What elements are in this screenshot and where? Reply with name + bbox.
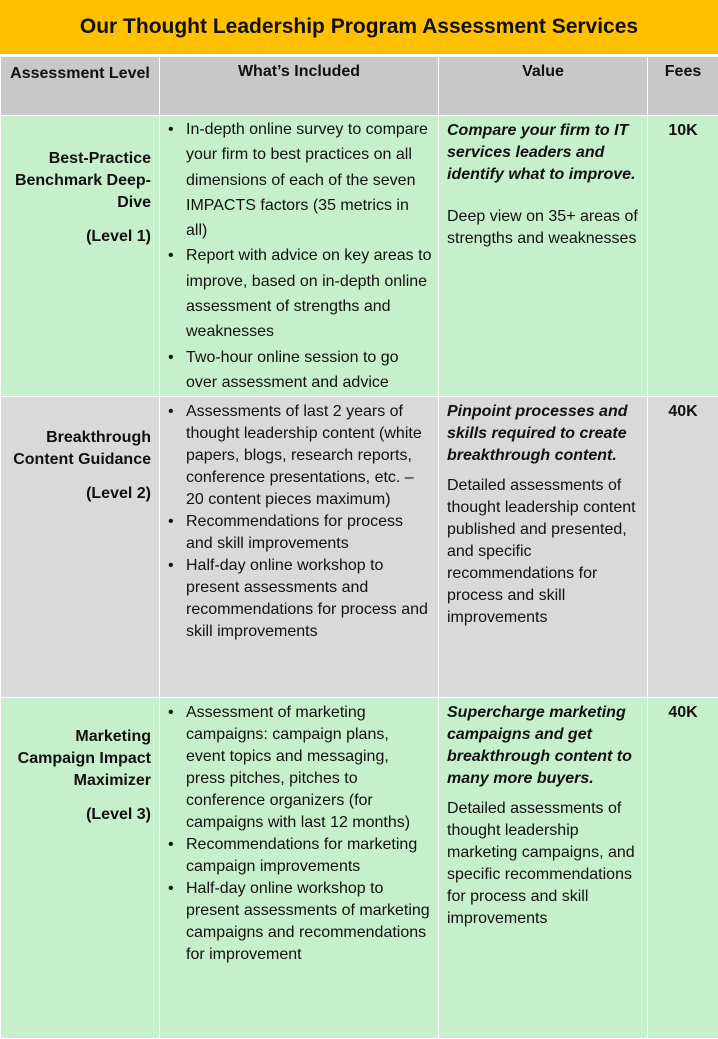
- level-number: (Level 1): [5, 226, 151, 248]
- header-whats-included: What’s Included: [160, 57, 439, 116]
- list-item: • Two-hour online session to go over assessment and advice: [186, 345, 432, 396]
- value-headline: Supercharge marketing campaigns and get breakthrough content to many more buyers.: [447, 702, 639, 790]
- list-item: • Assessments of last 2 years of thought leadership content (white papers, blogs, research reports, conference presentations, etc. – 20 content pieces maximum): [186, 401, 432, 511]
- level-cell: [1, 116, 160, 397]
- list-item: • Report with advice on key areas to improve, based on in-depth online assessment of strengths and weaknesses: [186, 243, 432, 344]
- header-assessment-level: Assessment Level: [1, 57, 160, 116]
- fee-value: 40K: [648, 698, 718, 1039]
- list-item: • Recommendations for process and skill improvements: [186, 511, 432, 555]
- header-row: [1, 57, 718, 116]
- level-number: (Level 2): [5, 483, 151, 505]
- value-description: Deep view on 35+ areas of strengths and weaknesses: [447, 206, 639, 250]
- services-table: [0, 56, 718, 1039]
- level-cell: [1, 698, 160, 1039]
- table-row: [1, 397, 718, 698]
- included-cell: [160, 698, 439, 1039]
- list-item: • Assessment of marketing campaigns: campaign plans, event topics and messaging, press pitches, pitches to conference organizers (for campaigns with last 12 months): [186, 702, 432, 834]
- level-cell: [1, 397, 160, 698]
- header-fees: Fees: [648, 57, 718, 116]
- included-list: [160, 116, 438, 395]
- value-headline: Pinpoint processes and skills required to create breakthrough content.: [447, 401, 639, 467]
- list-item: • In-depth online survey to compare your firm to best practices on all dimensions of each of the seven IMPACTS factors (35 metrics in all): [186, 117, 432, 243]
- included-list: [160, 698, 438, 966]
- list-item: • Recommendations for marketing campaign improvements: [186, 834, 432, 878]
- page-title: Our Thought Leadership Program Assessment Services: [0, 0, 718, 54]
- table-row: [1, 116, 718, 397]
- value-headline: Compare your firm to IT services leaders and identify what to improve.: [447, 120, 639, 186]
- value-description: Detailed assessments of thought leadership marketing campaigns, and specific recommendations for process and skill improvements: [447, 798, 639, 930]
- fee-value: 40K: [648, 397, 718, 698]
- value-description: Detailed assessments of thought leadership content published and presented, and specific recommendations for process and skill improvements: [447, 475, 639, 629]
- level-number: (Level 3): [5, 804, 151, 826]
- value-cell: [439, 698, 648, 1039]
- list-item: • Half-day online workshop to present assessments and recommendations for process and skill improvements: [186, 555, 432, 643]
- included-cell: [160, 397, 439, 698]
- level-name: Marketing Campaign Impact Maximizer: [5, 726, 151, 792]
- value-cell: [439, 116, 648, 397]
- level-name: Best-Practice Benchmark Deep-Dive: [5, 148, 151, 214]
- table-row: [1, 698, 718, 1039]
- level-name: Breakthrough Content Guidance: [5, 427, 151, 471]
- list-item: • Half-day online workshop to present assessments of marketing campaigns and recommendations for improvement: [186, 878, 432, 966]
- included-list: [160, 397, 438, 643]
- header-value: Value: [439, 57, 648, 116]
- value-cell: [439, 397, 648, 698]
- included-cell: [160, 116, 439, 397]
- fee-value: 10K: [648, 116, 718, 397]
